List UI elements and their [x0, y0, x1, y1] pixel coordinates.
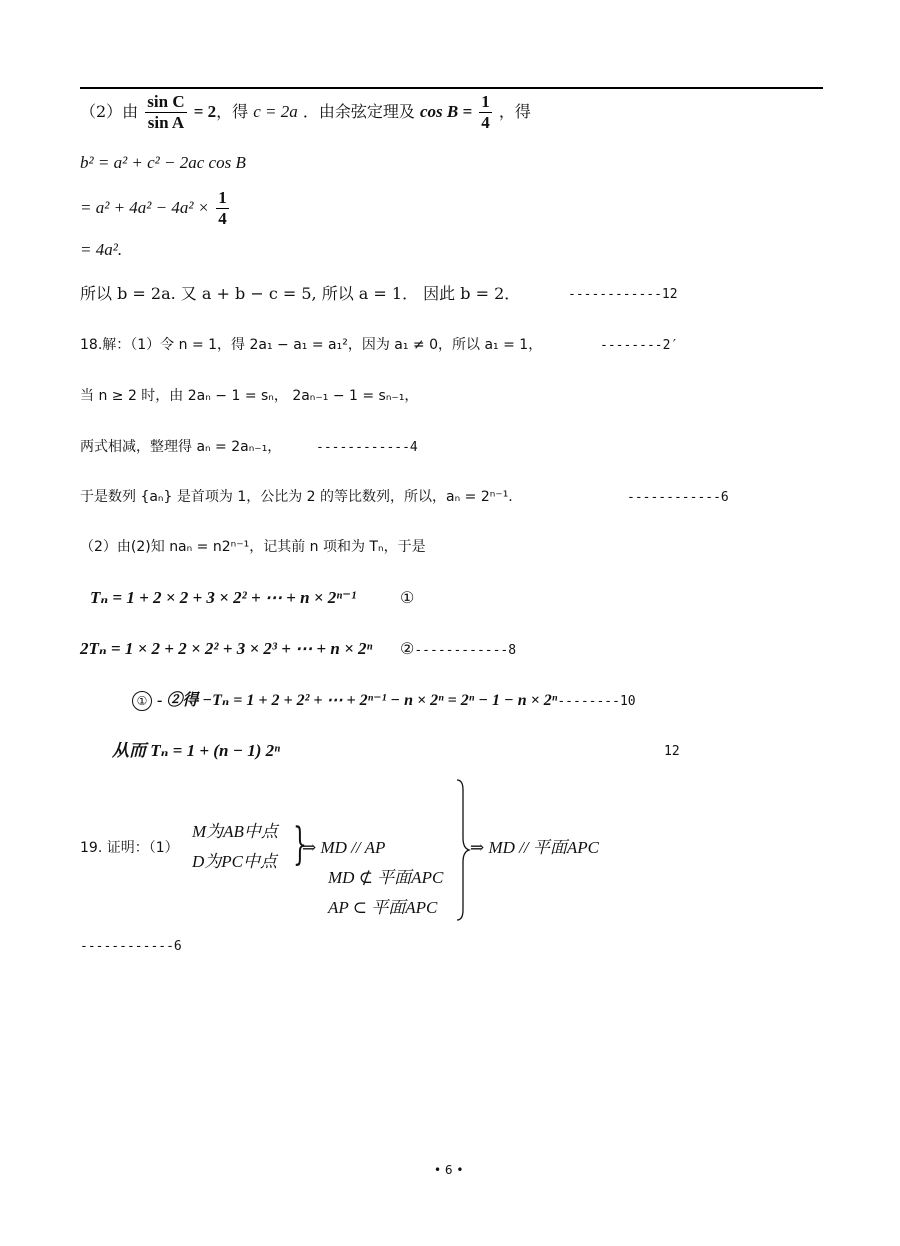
result-text: 从而 Tₙ = 1 + (n − 1) 2ⁿ — [112, 741, 281, 760]
premise-3: MD ⊄ 平面APC — [328, 868, 444, 887]
circle-2-label — [400, 639, 516, 661]
subtract-line — [132, 690, 636, 712]
text-cos-law: ．由余弦定理及 — [302, 102, 415, 121]
premise-2: D为PC中点 — [192, 852, 277, 871]
q18-line-3: 两式相减，整理得 aₙ = 2aₙ₋₁， — [80, 439, 282, 455]
fraction-numerator: 1 — [481, 92, 490, 111]
circle-1-mark: ① — [132, 691, 152, 711]
sum-eq-2 — [80, 639, 372, 659]
equals-two: = 2 — [193, 102, 217, 121]
sum-eq-2-text: 2Tₙ = 1 × 2 + 2 × 2² + 3 × 2³ + ⋯ + n × 2ⁿ — [80, 639, 373, 658]
right-brace-large — [455, 778, 471, 922]
sum-eq-1 — [90, 588, 356, 608]
fraction-numerator: 1 — [218, 188, 227, 207]
right-brace-small: } — [293, 819, 307, 870]
q18-line-4: 于是数列 {aₙ} 是首项为 1，公比为 2 的等比数列，所以，aₙ = 2ⁿ⁻¹. — [80, 489, 513, 505]
top-rule — [80, 87, 823, 89]
cosB-label: cos B = — [419, 102, 473, 121]
implication-1: ⇒ MD // AP — [302, 838, 386, 857]
sum-eq-1-text: Tₙ = 1 + 2 × 2 + 3 × 2² + ⋯ + n × 2ⁿ⁻¹ — [90, 588, 357, 607]
text-got-2: ，得 — [498, 102, 531, 121]
c-equation: c = 2a — [253, 102, 298, 121]
score-8: ------------8 — [414, 643, 517, 658]
subtract-text: - ②得 −Tₙ = 1 + 2 + 2² + ⋯ + 2ⁿ⁻¹ − n × 2ⁿ = 2ⁿ − 1 − n × 2ⁿ — [157, 692, 558, 709]
implication-2: ⇒ MD // 平面APC — [470, 838, 599, 857]
q18-part2-line: （2）由(2)知 naₙ = n2ⁿ⁻¹，记其前 n 项和为 Tₙ，于是 — [80, 539, 426, 555]
circle-2-symbol: ② — [400, 639, 415, 658]
score-2: --------2′ — [600, 338, 679, 353]
result-line — [112, 741, 280, 761]
score-12a: ------------12 — [568, 287, 678, 302]
q18-line-2: 当 n ≥ 2 时，由 2aₙ − 1 = sₙ， 2aₙ₋₁ − 1 = sₙ₋₁， — [80, 388, 419, 404]
text-got: ，得 — [216, 102, 249, 121]
eq-line-3 — [80, 188, 231, 229]
score-6a: ------------6 — [627, 490, 729, 505]
premise-1: M为AB中点 — [192, 822, 278, 841]
line-conclusion — [80, 284, 520, 304]
fraction-one-quarter-2 — [216, 188, 229, 229]
fraction-one-quarter — [479, 92, 492, 133]
fraction-denominator: 4 — [481, 113, 490, 132]
line-part2 — [80, 92, 531, 133]
fraction-denominator: 4 — [218, 209, 227, 228]
score-12b: 12 — [664, 744, 680, 759]
fraction-sinC-sinA — [145, 92, 186, 133]
circle-1-label: ① — [400, 588, 415, 607]
fraction-denominator: sin A — [147, 113, 185, 132]
eq-4a-squared: = 4a². — [80, 240, 123, 259]
score-4: ------------4 — [316, 440, 418, 455]
part2-label: （2）由 — [80, 102, 139, 121]
page-number: • 6 • — [434, 1163, 464, 1177]
eq-expression: = a² + 4a² − 4a² × — [80, 198, 210, 217]
fraction-numerator: sin C — [147, 92, 185, 111]
q19-label: 19. 证明：（1） — [80, 840, 179, 856]
conclusion-text: 所以 b = 2a. 又 a + b − c = 5, 所以 a = 1． 因此 b = 2． — [80, 284, 521, 303]
q18-line-1: 18.解：（1）令 n = 1，得 2a₁ − a₁ = a₁²，因为 a₁ ≠ 0，所以 a₁ = 1， — [80, 337, 543, 353]
premise-4: AP ⊂ 平面APC — [328, 898, 438, 917]
score-6b: ------------6 — [80, 939, 182, 954]
eq-b-squared: b² = a² + c² − 2ac cos B — [80, 153, 246, 172]
score-10: --------10 — [557, 694, 636, 709]
